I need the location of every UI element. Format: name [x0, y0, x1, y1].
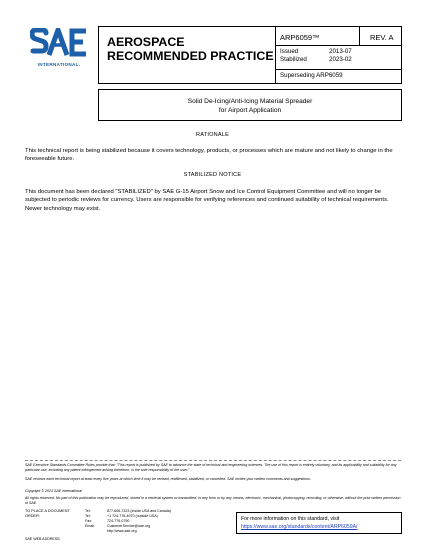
order-label: TO PLACE A DOCUMENT ORDER: — [25, 509, 70, 518]
rationale-heading: RATIONALE — [195, 132, 230, 138]
sae-logo — [30, 28, 88, 72]
divider — [275, 69, 401, 70]
footer-disclaimer: SAE Executive Standards Committee Rules provide that: "This report is published by SAE to advance the state of technical and engineering sciences. The use of this report is entirely voluntary, and its applicability and suitability for any particular use, including any patent infringement arising therefrom, is the sole responsibility of the user." — [25, 463, 397, 472]
document-title — [99, 97, 401, 115]
revision: REV. A — [370, 33, 394, 42]
tel2-label: Tel: — [85, 514, 91, 518]
document-title-box — [98, 89, 402, 121]
divider — [359, 27, 360, 46]
tel-label: Tel: — [85, 509, 91, 513]
document-category — [107, 35, 274, 63]
category-line1: AEROSPACE — [107, 35, 185, 49]
sae-web-address-label: SAE WEB ADDRESS: — [25, 537, 61, 541]
rationale-text: This technical report is being stabilized because it covers technology, products, or processes which are mature and not likely to change in the foreseeable future. — [25, 148, 393, 163]
email-label: Email: — [85, 524, 95, 528]
issued-label: Issued — [280, 48, 299, 55]
web-link[interactable]: http://www.sae.org — [107, 529, 137, 533]
fax-label: Fax: — [85, 519, 92, 523]
copyright: Copyright © 2023 SAE International — [25, 489, 82, 493]
stabilized-date: 2023-02 — [329, 56, 352, 63]
sae-wordmark-icon — [30, 28, 88, 62]
document-number: ARP6059™ — [280, 33, 320, 42]
document-header — [98, 26, 402, 84]
issued-date: 2013-07 — [329, 48, 352, 55]
fax-value: 724-776-0790 — [107, 519, 130, 523]
footer-review-note: SAE reviews each technical report at least every five years at which time it may be revised, reaffirmed, stabilized, or cancelled. SAE invites your written comments and suggestions. — [25, 477, 311, 481]
logo-tagline: INTERNATIONAL. — [37, 62, 81, 67]
category-line2: RECOMMENDED PRACTICE — [107, 49, 274, 63]
email-link[interactable]: CustomerService@sae.org — [107, 524, 151, 528]
title-line2: for Airport Application — [218, 107, 282, 114]
tel2-value: +1 724-776-4970 (outside USA) — [107, 514, 158, 518]
standard-link[interactable]: https://www.sae.org/standards/content/ARP6059A/ — [241, 524, 358, 530]
divider — [275, 45, 401, 46]
stabilized-notice-heading: STABILIZED NOTICE — [183, 172, 242, 178]
title-line1: Solid De-Icing/Anti-Icing Material Spreader — [187, 98, 313, 105]
stabilized-notice-text: This document has been declared "STABILIZED" by SAE G-15 Airport Snow and Ice Control Equipment Committee and will no longer be subjected to periodic reviews for currency. Users are responsible for verifying references and continued suitability of technical requirements. Newer technology may exist. — [25, 189, 389, 212]
footer-rule — [25, 460, 401, 461]
more-info-text: For more information on this standard, visit — [241, 516, 340, 522]
divider — [275, 27, 276, 83]
tel-value: 877-606-7323 (inside USA and Canada) — [107, 509, 171, 513]
rights-reserved: All rights reserved. No part of this publication may be reproduced, stored in a retrieval system or transmitted, in any form or by any means, electronic, mechanical, photocopying, recording, or otherwise, without the prior written permission of SAE. — [25, 496, 401, 505]
more-info-box — [236, 512, 402, 534]
superseding: Superseding ARP6059 — [280, 72, 343, 79]
stabilized-label: Stabilized — [280, 56, 307, 63]
